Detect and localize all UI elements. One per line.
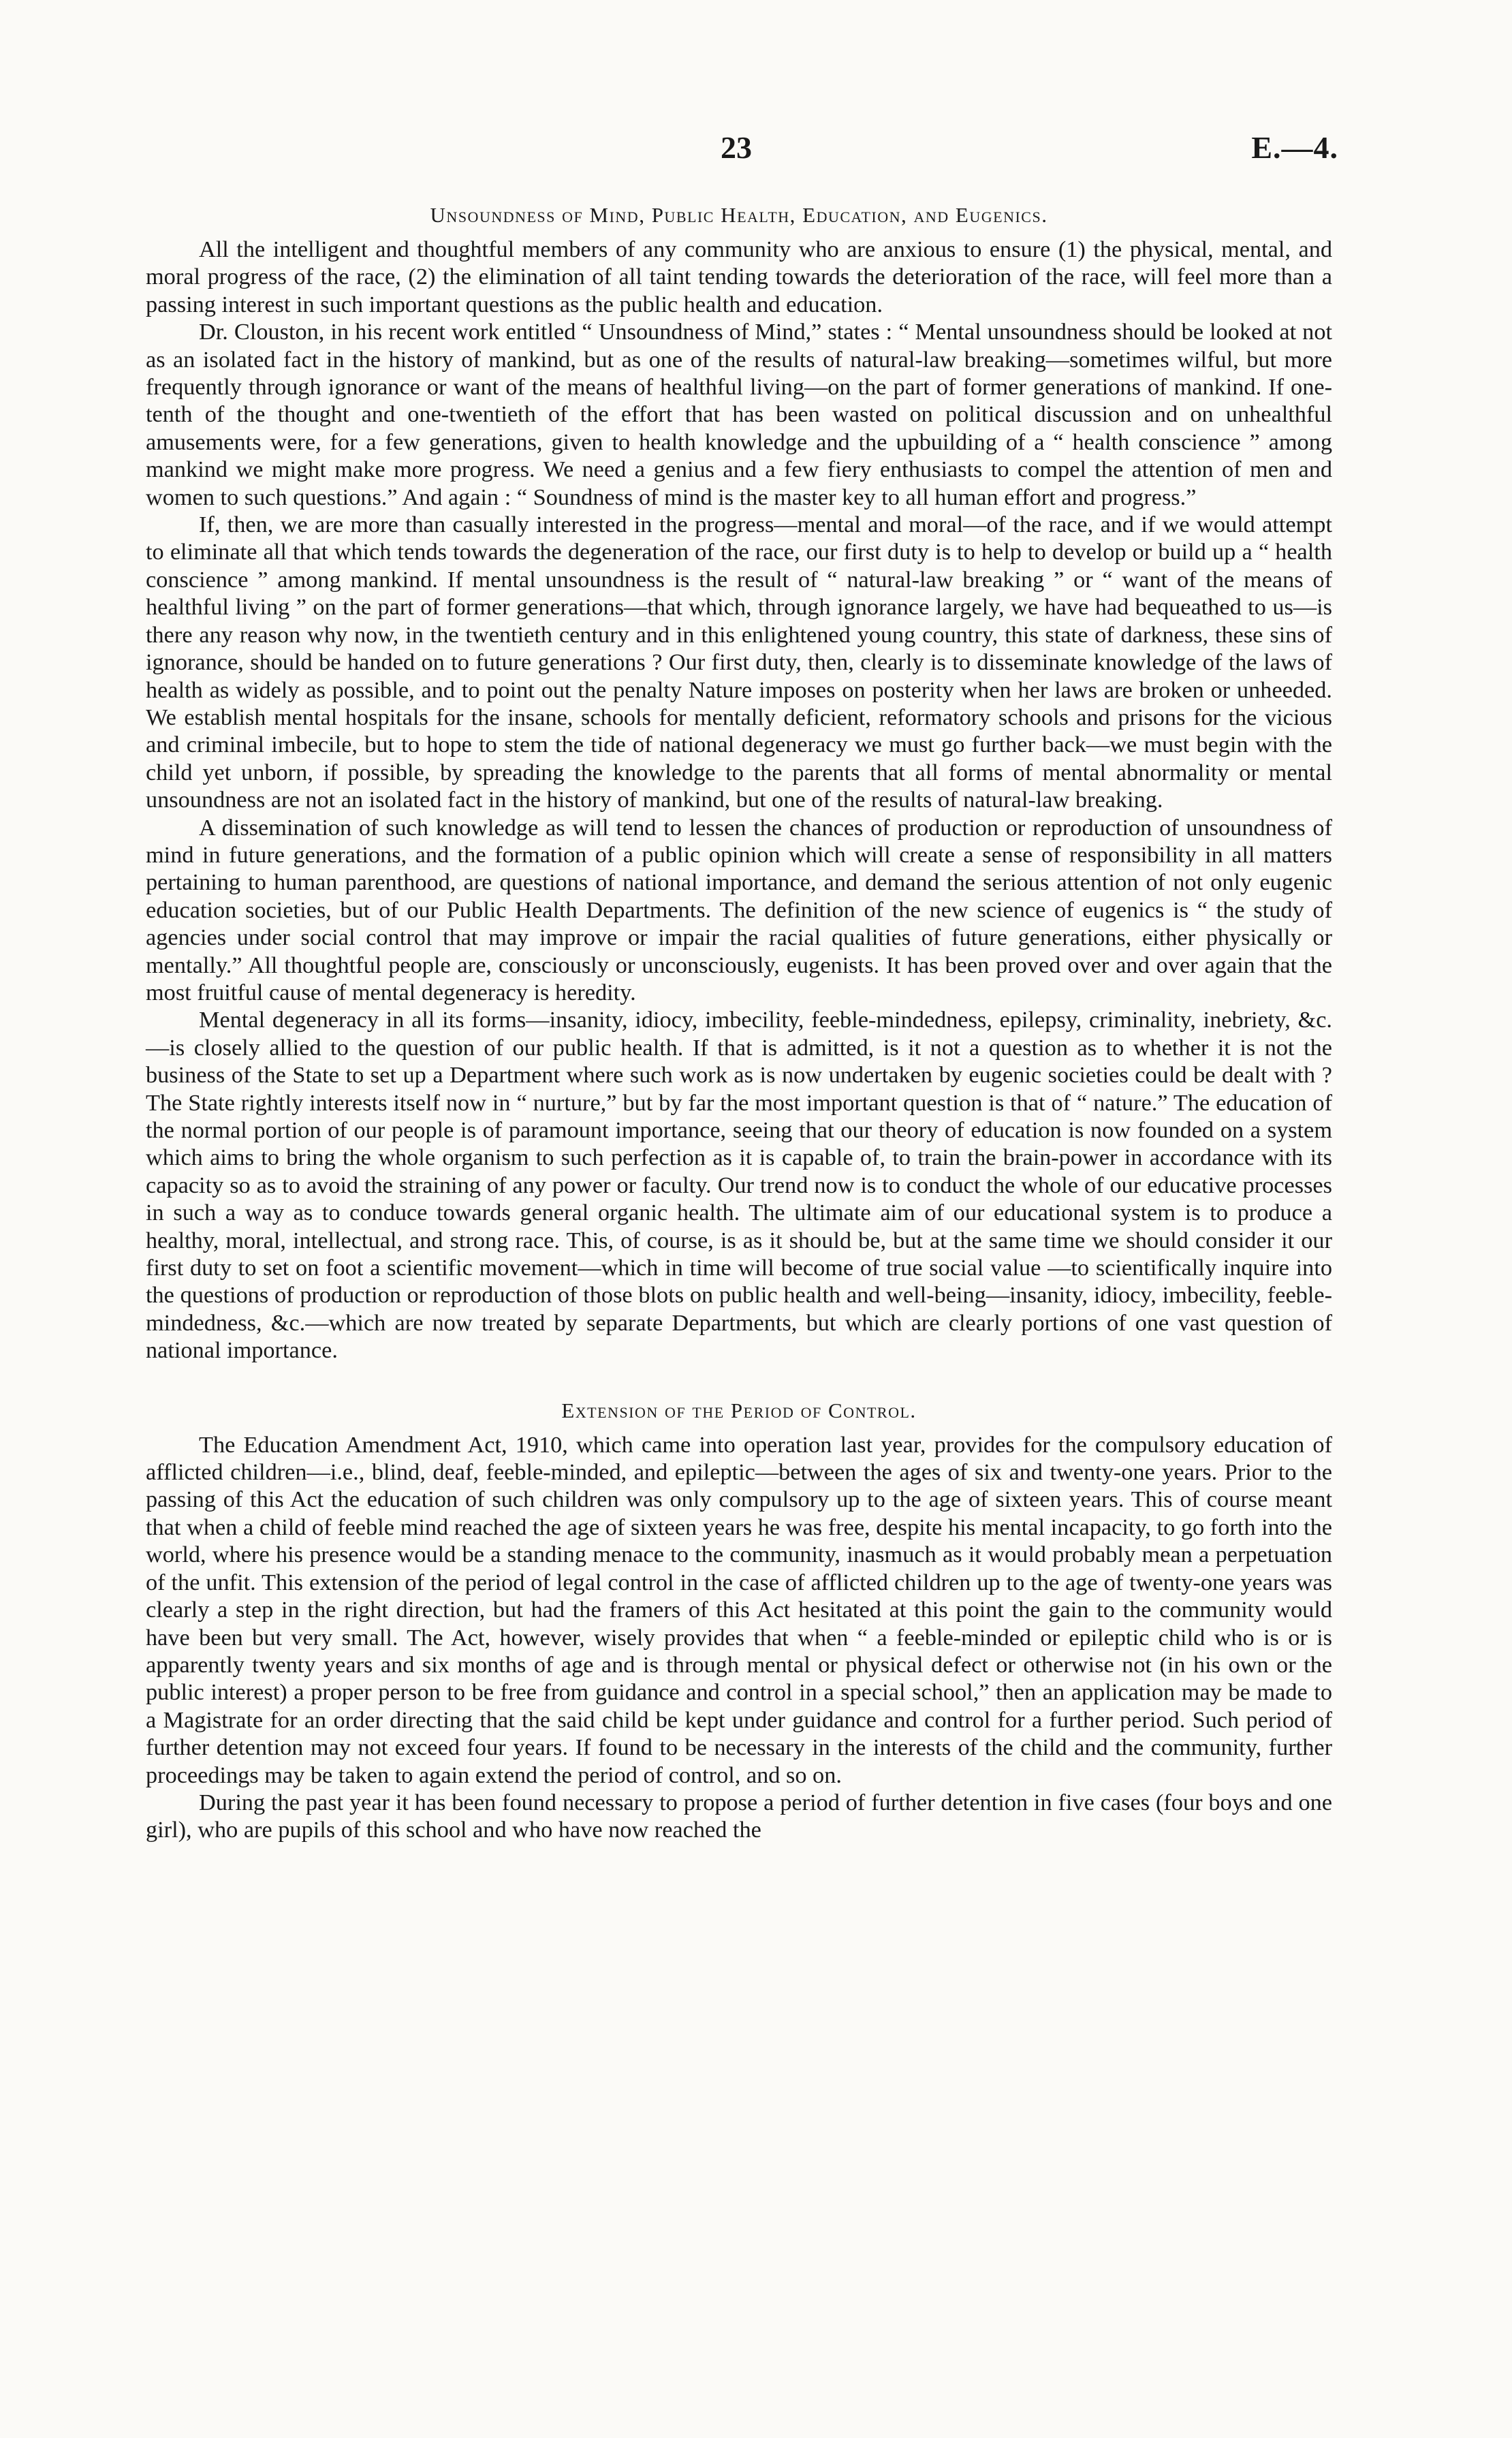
paragraph: A dissemination of such knowledge as will tend to lessen the chances of production or reproduction of unsoundness of mind in future generations, and the formation of a public opinion which will create a sense of responsibility in all matters pertaining to human parenthood, are questions of national importance, and demand the serious attention of not only eugenic education societies, but of our Public Health Departments. The definition of the new science of eugenics is “ the study of agencies under social control that may improve or impair the racial qualities of future generations, either physically or mentally.” All thoughtful people are, consciously or unconsciously, eugenists. It has been proved over and over again that the most fruitful cause of mental degeneracy is heredity.	[146, 814, 1332, 1005]
document-reference: E.—4.	[1251, 130, 1338, 165]
section-extension-of-control	[146, 1398, 1332, 1844]
paragraph: If, then, we are more than casually interested in the progress—mental and moral—of the race, and if we would attempt to eliminate all that which tends towards the degeneration of the race, our first duty is to help to develop or build up a “ health conscience ” among mankind. If mental unsoundness is the result of “ natural-law breaking ” or “ want of the means of healthful living ” on the part of former generations—that which, through ignorance largely, we have had bequeathed to us—is there any reason why now, in the twentieth century and in this enlightened young country, this state of darkness, these sins of ignorance, should be handed on to future generations ? Our first duty, then, clearly is to disseminate knowledge of the laws of health as widely as possible, and to point out the penalty Nature imposes on posterity when her laws are broken or unheeded. We establish mental hospitals for the insane, schools for mentally deficient, reformatory schools and prisons for the vicious and criminal imbecile, but to hope to stem the tide of national degeneracy we must go further back—we must begin with the child yet unborn, if possible, by spreading the knowledge to the parents that all forms of mental abnormality or mental unsoundness are not an isolated fact in the history of mankind, but one of the results of natural-law breaking.	[146, 512, 1332, 813]
page-header	[0, 129, 1512, 177]
section-unsoundness-of-mind	[146, 203, 1332, 1364]
paragraph: Dr. Clouston, in his recent work entitled “ Unsoundness of Mind,” states : “ Mental unsoundness should be looked at not as an isolated fact in the history of mankind, but as one of the results of natural-law breaking—sometimes wilful, but more frequently through ignorance or want of the means of healthful living—on the part of former generations of mankind. If one-tenth of the thought and one-twentieth of the effort that has been wasted on political discussion and on unhealthful amusements were, for a few generations, given to health knowledge and the upbuilding of a “ health conscience ” among mankind we might make more progress. We need a genius and a few fiery enthusiasts to compel the attention of men and women to such questions.” And again : “ Soundness of mind is the master key to all human effort and progress.”	[146, 319, 1332, 510]
paragraph: The Education Amendment Act, 1910, which came into operation last year, provides for the compulsory education of afflicted children—i.e., blind, deaf, feeble-minded, and epileptic—between the ages of six and twenty-one years. Prior to the passing of this Act the education of such children was only compulsory up to the age of sixteen years. This of course meant that when a child of feeble mind reached the age of sixteen years he was free, despite his mental incapacity, to go forth into the world, where his presence would be a standing menace to the community, inasmuch as it would probably mean a perpetuation of the unfit. This extension of the period of legal control in the case of afflicted children up to the age of twenty-one years was clearly a step in the right direction, but had the framers of this Act hesitated at this point the gain to the community would have been but very small. The Act, however, wisely provides that when “ a feeble-minded or epileptic child who is or is apparently twenty years and six months of age and is through mental or physical defect or otherwise not (in his own or the public interest) a proper person to be free from guidance and control in a special school,” then an application may be made to a Magistrate for an order directing that the said child be kept under guidance and control for a further period. Such period of further detention may not exceed four years. If found to be necessary in the interests of the child and the community, further proceedings may be taken to again extend the period of control, and so on.	[146, 1431, 1332, 1788]
paragraph: During the past year it has been found necessary to propose a period of further detention in five cases (four boys and one girl), who are pupils of this school and who have now reached the	[146, 1789, 1332, 1843]
page-body	[146, 203, 1332, 1844]
section-title: Unsoundness of Mind, Public Health, Education, and Eugenics.	[430, 203, 1048, 227]
paragraph: Mental degeneracy in all its forms—insanity, idiocy, imbecility, feeble-mindedness, epilepsy, criminality, inebriety, &c.—is closely allied to the question of our public health. If that is admitted, is it not a question as to whether it is not the business of the State to set up a Department where such work as is now undertaken by eugenic societies could be dealt with ? The State rightly interests itself now in “ nurture,” but by far the most important question is that of “ nature.” The education of the normal portion of our people is of paramount importance, seeing that our theory of education is now founded on a system which aims to bring the whole organism to such perfection as it is capable of, to train the brain-power in accordance with its capacity so as to avoid the straining of any power or faculty. Our trend now is to conduct the whole of our educative processes in such a way as to conduce towards general organic health. The ultimate aim of our educational system is to produce a healthy, moral, intellectual, and strong race. This, of course, is as it should be, but at the same time we should consider it our first duty to set on foot a scientific movement—which in time will become of true social value —to scientifically inquire into the questions of production or reproduction of those blots on public health and well-being—insanity, idiocy, imbecility, feeble-mindedness, &c.—which are now treated by separate Departments, but which are clearly portions of one vast question of national importance.	[146, 1007, 1332, 1364]
page-number: 23	[721, 130, 752, 165]
paragraph: All the intelligent and thoughtful members of any community who are anxious to ensure (1) the physical, mental, and moral progress of the race, (2) the elimination of all taint tending towards the deterioration of the race, will feel more than a passing interest in such important questions as the public health and education.	[146, 236, 1332, 317]
section-title: Extension of the Period of Control.	[561, 1398, 917, 1422]
